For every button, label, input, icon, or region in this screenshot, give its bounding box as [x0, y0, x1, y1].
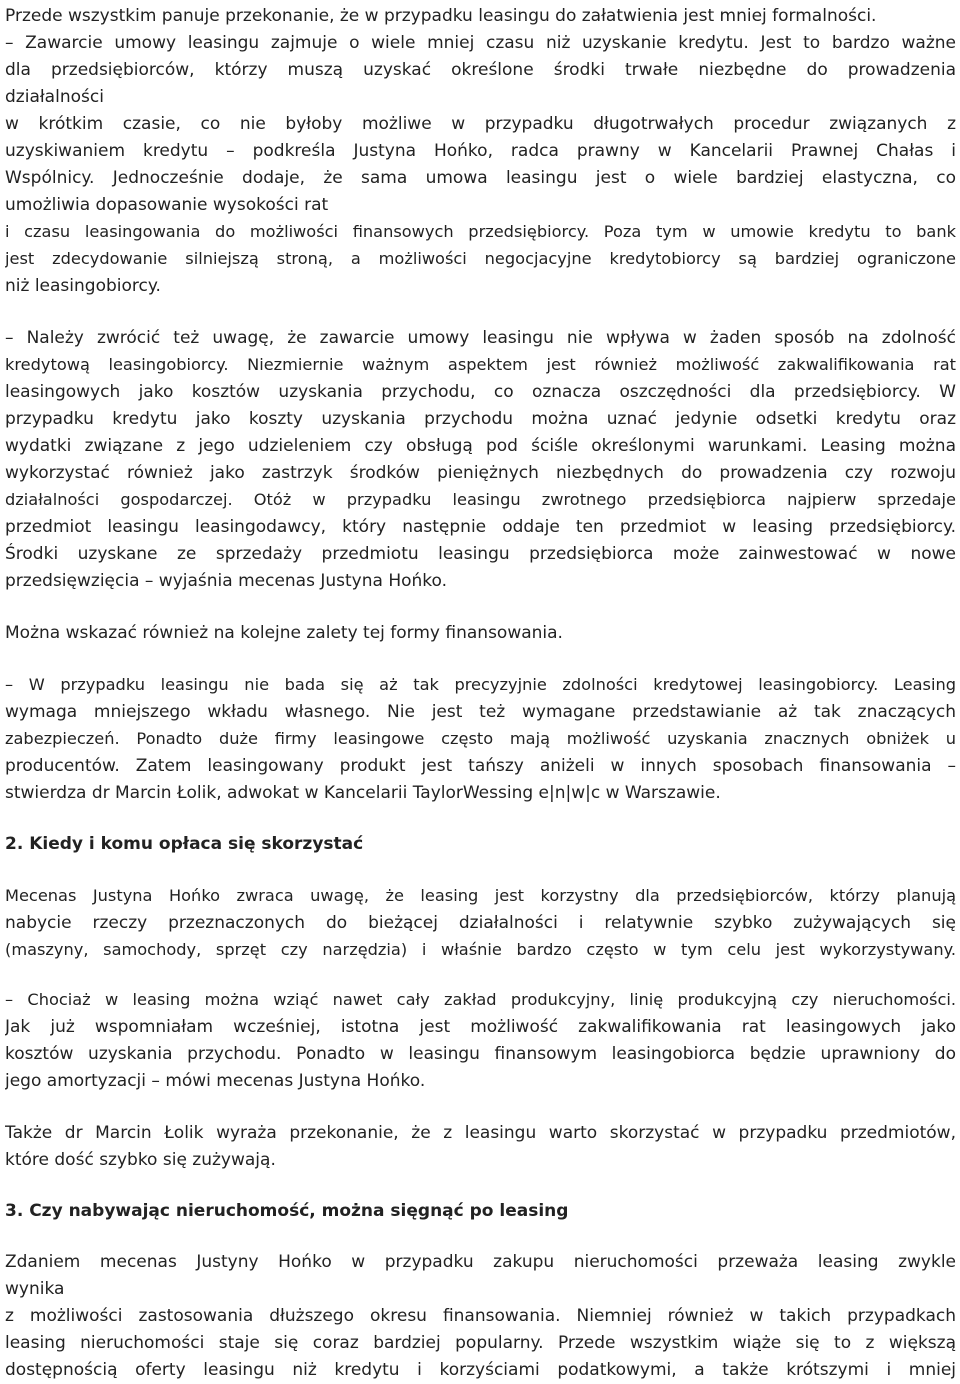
text-line: przedmiot leasingu leasingodawcy, który następnie oddaje ten przedmiot w leasing przedsiębiorcy.	[5, 517, 956, 537]
text-line: umożliwia dopasowanie wysokości rat	[5, 195, 329, 215]
text-line: producentów. Zatem leasingowany produkt jest tańszy aniżeli w innych sposobach finansowania –	[5, 756, 956, 776]
text-line: (maszyny, samochody, sprzęt czy narzędzia) i właśnie bardzo często w tym celu jest wykorzystywany.	[5, 940, 956, 959]
text-line: – W przypadku leasingu nie bada się aż tak precyzyjnie zdolności kredytowej leasingobiorcy. Leasing	[5, 675, 956, 694]
text-line: Mecenas Justyna Hońko zwraca uwagę, że leasing jest korzystny dla przedsiębiorców, którzy planują	[5, 886, 956, 905]
text-line: niż leasingobiorcy.	[5, 276, 161, 296]
text-line: w krótkim czasie, co nie byłoby możliwe w przypadku długotrwałych procedur związanych z	[5, 114, 956, 134]
text-line: Wspólnicy. Jednocześnie dodaje, że sama umowa leasingu jest o wiele bardziej elastyczna, co	[5, 168, 956, 188]
text-line: wymaga mniejszego wkładu własnego. Nie jest też wymagane przedstawianie aż tak znaczących	[5, 702, 956, 722]
text-line: uzyskiwaniem kredytu – podkreśla Justyna Hońko, radca prawny w Kancelarii Prawnej Chałas i	[5, 141, 956, 161]
text-line: – Chociaż w leasing można wziąć nawet cały zakład produkcyjny, linię produkcyjną czy nieruchomości.	[5, 990, 956, 1009]
text-line: przedsięwzięcia – wyjaśnia mecenas Justyna Hońko.	[5, 571, 448, 591]
text-line: stwierdza dr Marcin Łolik, adwokat w Kancelarii TaylorWessing e|n|w|c w Warszawie.	[5, 783, 721, 803]
text-line: z możliwości zastosowania dłuższego okresu finansowania. Niemniej również w takich przypadkach	[5, 1306, 956, 1326]
text-line: i czasu leasingowania do możliwości finansowych przedsiębiorcy. Poza tym w umowie kredytu to bank	[5, 222, 956, 241]
text-line: nabycie rzeczy przeznaczonych do bieżącej działalności i relatywnie szybko zużywających się	[5, 913, 956, 933]
text-line: zabezpieczeń. Ponadto duże firmy leasingowe często mają możliwość uzyskania znacznych obniżek u	[5, 729, 956, 748]
text-line: jego amortyzacji – mówi mecenas Justyna Hońko.	[5, 1071, 426, 1091]
text-line: leasingowych jako kosztów uzyskania przychodu, co oznacza oszczędności dla przedsiębiorcy. W	[5, 382, 956, 402]
text-line: Środki uzyskane ze sprzedaży przedmiotu leasingu przedsiębiorca może zainwestować w nowe	[5, 544, 956, 564]
text-line: jest zdecydowanie silniejszą stroną, a możliwości negocjacyjne kredytobiorcy są bardziej ograniczone	[5, 249, 956, 268]
text-line: Także dr Marcin Łolik wyraża przekonanie, że z leasingu warto skorzystać w przypadku przedmiotów,	[5, 1123, 956, 1143]
section-heading: 2. Kiedy i komu opłaca się skorzystać	[5, 834, 364, 854]
text-line: działalności	[5, 87, 104, 107]
text-line: wykorzystać również jako zastrzyk środków pieniężnych niezbędnych do prowadzenia czy rozwoju	[5, 463, 956, 483]
text-line: działalności gospodarczej. Otóż w przypadku leasingu zwrotnego przedsiębiorca najpierw sprzedaje	[5, 490, 956, 509]
text-line: wynika	[5, 1279, 65, 1299]
section-heading: 3. Czy nabywając nieruchomość, można sięgnąć po leasing	[5, 1201, 569, 1221]
text-line: przypadku kredytu jako koszty uzyskania przychodu można uznać jedynie odsetki kredytu oraz	[5, 409, 956, 429]
text-line: wydatki związane z jego udzieleniem czy obsługą pod ściśle określonymi warunkami. Leasing można	[5, 436, 956, 456]
text-line: które dość szybko się zużywają.	[5, 1150, 276, 1170]
text-line: dla przedsiębiorców, którzy muszą uzyskać określone środki trwałe niezbędne do prowadzenia	[5, 60, 956, 80]
text-line: leasing nieruchomości staje się coraz bardziej popularny. Przede wszystkim wiąże się to z większą	[5, 1333, 956, 1353]
text-line: Jak już wspomniałam wcześniej, istotna jest możliwość zakwalifikowania rat leasingowych jako	[5, 1017, 956, 1037]
text-line: Przede wszystkim panuje przekonanie, że w przypadku leasingu do załatwienia jest mniej formalności.	[5, 6, 877, 26]
text-line: Zdaniem mecenas Justyny Hońko w przypadku zakupu nieruchomości przeważa leasing zwykle	[5, 1252, 956, 1272]
text-line: kredytową leasingobiorcy. Niezmiernie ważnym aspektem jest również możliwość zakwalifikowania rat	[5, 355, 956, 374]
text-line: dostępnością oferty leasingu niż kredytu i korzyściami podatkowymi, a także krótszymi i mniej	[5, 1360, 956, 1380]
text-line: – Należy zwrócić też uwagę, że zawarcie umowy leasingu nie wpływa w żaden sposób na zdolność	[5, 328, 956, 348]
text-line: – Zawarcie umowy leasingu zajmuje o wiele mniej czasu niż uzyskanie kredytu. Jest to bardzo ważne	[5, 33, 956, 53]
text-line: kosztów uzyskania przychodu. Ponadto w leasingu finansowym leasingobiorca będzie uprawniony do	[5, 1044, 956, 1064]
text-line: Można wskazać również na kolejne zalety tej formy finansowania.	[5, 623, 563, 643]
